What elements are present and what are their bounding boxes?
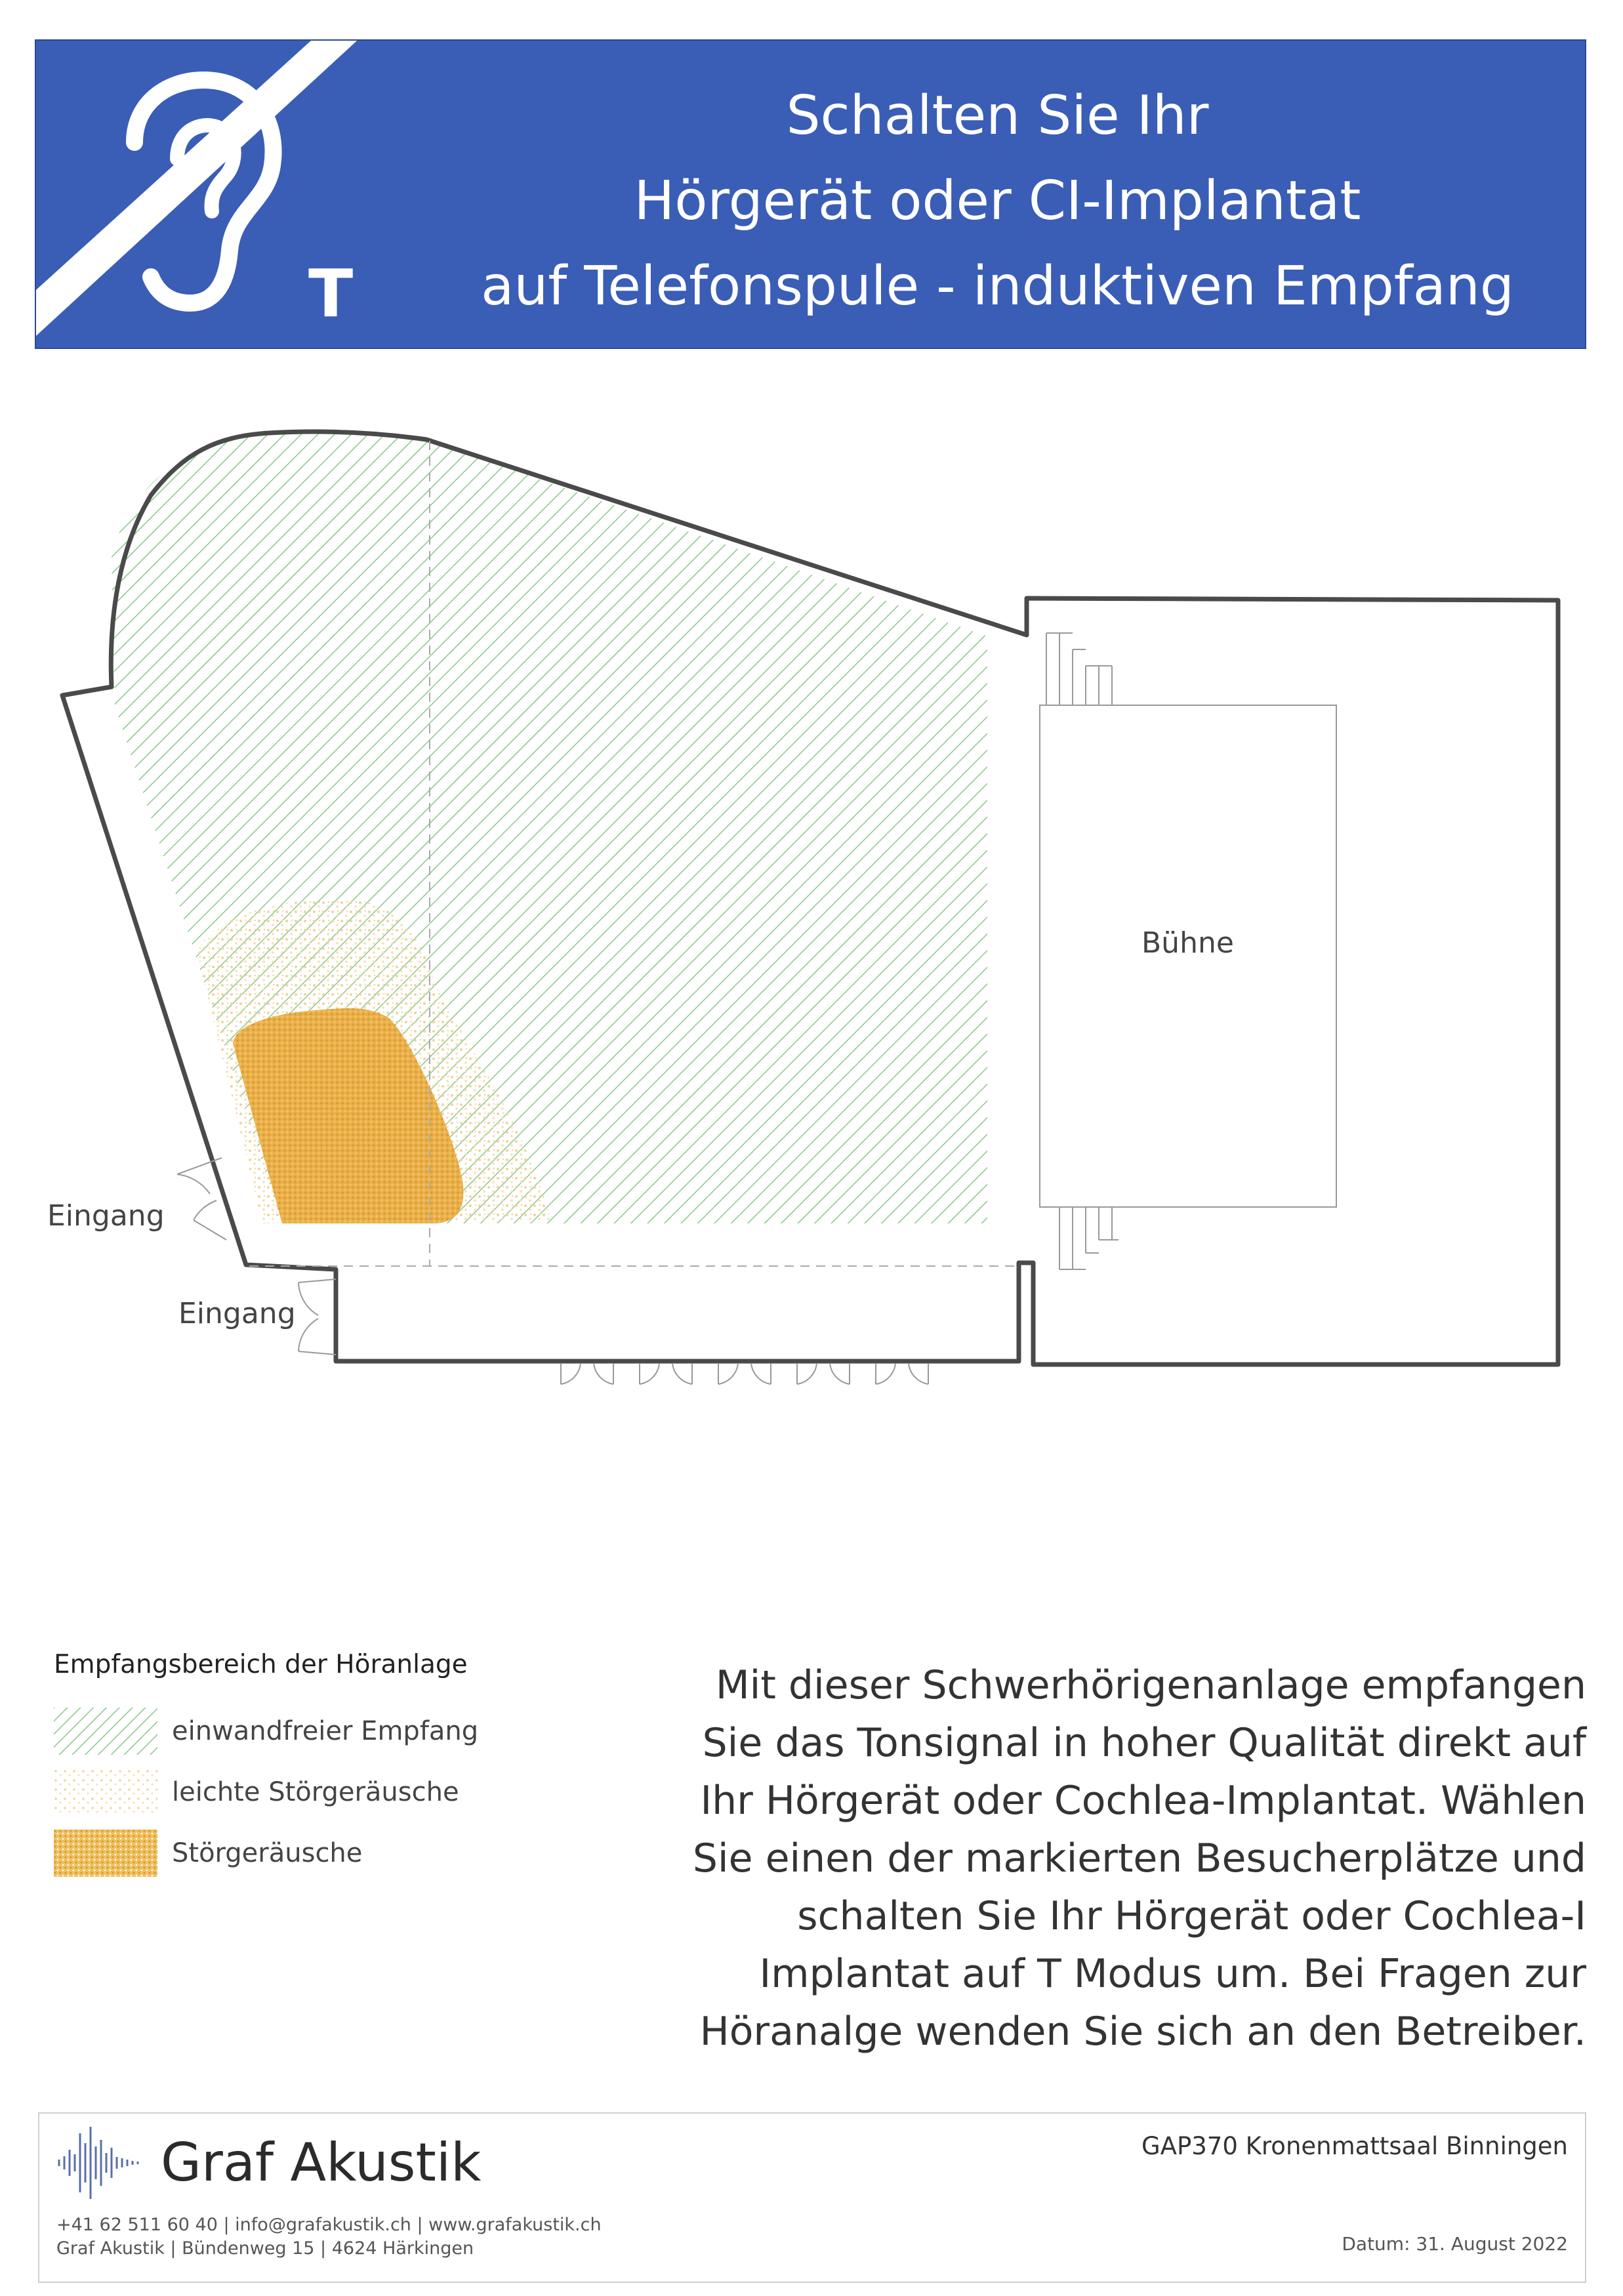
- banner-title-line-1: Schalten Sie Ihr: [786, 85, 1209, 147]
- legend-label-light-noise: leichte Störgeräusche: [172, 1776, 459, 1807]
- legend-label-noise: Störgeräusche: [172, 1837, 363, 1868]
- foyer-doors: [561, 1363, 928, 1384]
- legend-label-good: einwandfreier Empfang: [172, 1715, 479, 1746]
- contact-info: [56, 2213, 602, 2261]
- contact-line-2: Graf Akustik | Bündenweg 15 | 4624 Härkingen: [56, 2238, 474, 2259]
- contact-line-1: +41 62 511 60 40 | info@grafakustik.ch | www.grafakustik.ch: [56, 2215, 602, 2235]
- legend-item-light-noise: [54, 1761, 579, 1822]
- document-date: Datum: 31. August 2022: [1342, 2233, 1568, 2255]
- stage-label: Bühne: [1141, 926, 1234, 960]
- info-line-3: Ihr Hörgerät oder Cochlea-Implantat. Wählen: [700, 1778, 1586, 1824]
- footer: [38, 2112, 1586, 2283]
- banner-title: [430, 73, 1565, 329]
- legend: [54, 1650, 579, 1883]
- project-name: GAP370 Kronenmattsaal Binningen: [1141, 2132, 1568, 2160]
- info-line-2: Sie das Tonsignal in hoher Qualität direkt auf: [702, 1720, 1586, 1766]
- hearing-loop-banner: [35, 39, 1586, 349]
- entrance-label-foyer: Eingang: [178, 1297, 296, 1330]
- legend-swatch-noise: [54, 1830, 157, 1877]
- entrance-label-west: Eingang: [47, 1199, 165, 1233]
- graf-akustik-logo-icon: [54, 2120, 152, 2205]
- info-text: [623, 1656, 1586, 2060]
- brand-name: Graf Akustik: [161, 2132, 482, 2193]
- legend-item-noise: [54, 1822, 579, 1883]
- entrance-door-foyer: [298, 1279, 336, 1355]
- entrance-door-left: [177, 1158, 226, 1240]
- legend-item-good: [54, 1700, 579, 1761]
- banner-title-line-2: Hörgerät oder CI-Implantat: [634, 170, 1361, 232]
- stage-steps-bottom: [1059, 1207, 1119, 1269]
- info-line-7: Höranalge wenden Sie sich an den Betreiber.: [699, 2009, 1586, 2055]
- info-line-1: Mit dieser Schwerhörigenanlage empfangen: [715, 1662, 1586, 1708]
- legend-title: Empfangsbereich der Höranlage: [54, 1650, 468, 1679]
- hearing-loop-ear-icon: [36, 41, 430, 349]
- banner-title-line-3: auf Telefonspule - induktiven Empfang: [481, 255, 1514, 318]
- stage-steps-top: [1046, 633, 1112, 705]
- legend-swatch-good: [54, 1708, 157, 1755]
- legend-swatch-light-noise: [54, 1769, 157, 1816]
- telecoil-t-letter: T: [308, 255, 354, 332]
- info-line-6: Implantat auf T Modus um. Bei Fragen zur: [759, 1951, 1586, 1997]
- floor-plan: [0, 394, 1623, 1417]
- info-line-5: schalten Sie Ihr Hörgerät oder Cochlea-I: [797, 1893, 1586, 1939]
- info-line-4: Sie einen der markierten Besucherplätze und: [692, 1835, 1586, 1881]
